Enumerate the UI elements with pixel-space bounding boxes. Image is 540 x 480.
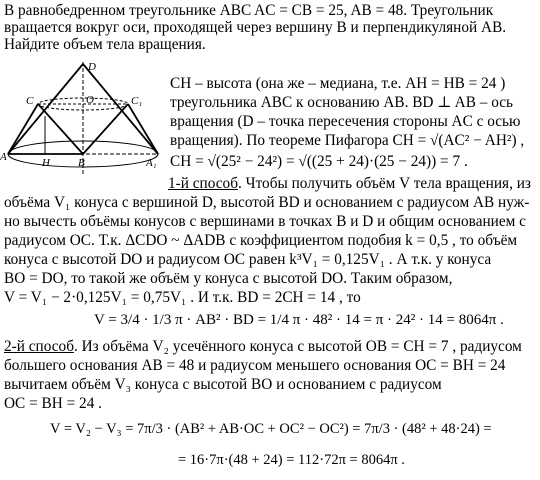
method-1-line-6: BO = DO, то такой же объём у конуса с высотой DO. Таким образом, xyxy=(4,270,453,287)
label-C: C xyxy=(26,95,34,107)
problem-line-1: В равнобедренном треугольнике ABC AC = CB = 25, AB = 48. Треугольник xyxy=(4,2,494,19)
sol-line-2: треугольника ABC к основанию AB. BD ⊥ AB – ось xyxy=(170,94,514,111)
sol-line-5: CH = √(25² − 24²) = √((25 + 24)·(25 − 24)) = 7 . xyxy=(170,153,468,170)
sol-line-4: вращения). По теореме Пифагора CH = √(AC² − AH²) , xyxy=(170,132,525,149)
problem-statement xyxy=(4,2,536,53)
method-2-line-2: большего основания AB = 48 и радиусом меньшего основания OC = BH = 24 xyxy=(4,357,506,374)
method-1-formula: V = 3/4 · 1/3 π · AB² · BD = 1/4 π · 48² · 14 = π · 24² · 14 = 8064π . xyxy=(94,312,504,328)
method-1-line-2: объёма V₁ конуса с вершиной D, высотой BD и основанием с радиусом AB нуж- xyxy=(4,194,530,211)
problem-line-3: Найдите объем тела вращения. xyxy=(4,36,206,53)
sol-line-1: CH – высота (она же – медиана, т.е. AH = HB = 24 ) xyxy=(170,75,506,92)
method-2-line-4: OC = BH = 24 . xyxy=(4,395,102,412)
label-H: H xyxy=(42,157,50,169)
method-2-line-3: вычитаем объём V₃ конуса с высотой BO и основанием с радиусом xyxy=(4,376,442,393)
label-B: B xyxy=(78,157,85,169)
method-2-title: 2-й способ xyxy=(4,338,74,355)
label-C1: C₁ xyxy=(131,95,143,107)
method-2-formula-1: V = V₂ − V₃ = 7π/3 · (AB² + AB·OC + OC² − OC²) = 7π/3 · (48² + 48·24) = xyxy=(50,421,492,437)
sol-line-3: вращения (D – точка пересечения стороны AC с осью xyxy=(170,113,521,130)
method-2-line-1: . Из объёма V₂ усечённого конуса с высотой OB = CH = 7 , радиусом xyxy=(73,338,522,355)
side-BC1 xyxy=(83,104,128,154)
method-1-line-4: радиусом OC. Т.к. ΔCDO ~ ΔADB с коэффициентом подобия k = 0,5 , то объём xyxy=(4,232,518,249)
method-1-title: 1-й способ xyxy=(168,175,238,192)
method-1-line-5: конуса с высотой DO и радиусом OC равен k³V₁ = 0,125V₁ . А т.к. у конуса xyxy=(4,251,492,268)
label-A1: A₁ xyxy=(146,157,157,169)
method-1-line-7: V = V₁ − 2·0,125V₁ = 0,75V₁ . И т.к. BD = 2CH = 14 , то xyxy=(4,289,361,306)
label-D: D xyxy=(88,61,96,73)
method-1-line-1: . Чтобы получить объём V тела вращения, из xyxy=(237,175,531,192)
label-O: O xyxy=(86,94,94,106)
problem-line-2: вращается вокруг оси, проходящей через вершину B и перпендикуляной AB. xyxy=(4,19,507,36)
label-A: A xyxy=(0,151,7,163)
method-2-formula-2: = 16·7π·(48 + 24) = 112·72π = 8064π . xyxy=(178,452,405,468)
geometry-figure xyxy=(0,56,155,182)
method-1-line-3: но вычесть объёмы конусов с вершинами в точках B и D и общим основанием с xyxy=(4,213,526,230)
